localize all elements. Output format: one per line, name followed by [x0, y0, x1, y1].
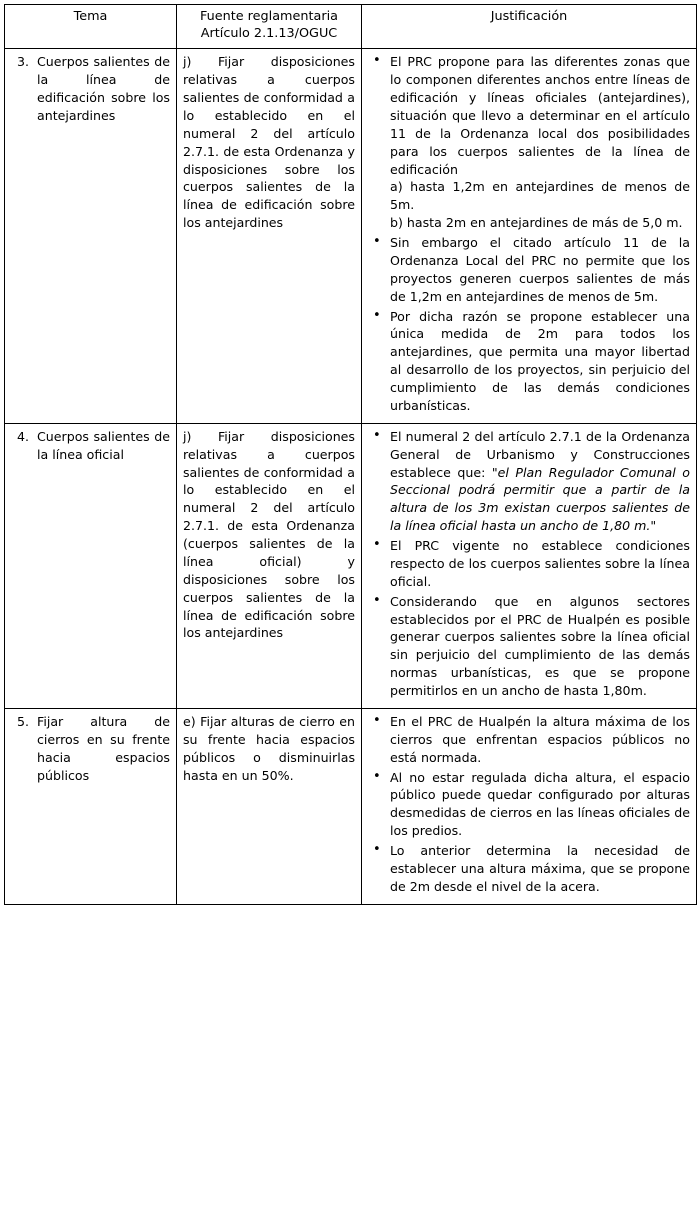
list-item: [368, 713, 690, 767]
cell-justificacion: [362, 49, 697, 424]
list-item-text: • Sin embargo el citado artículo 11 de la Ordenanza Local del PRC no permite que los proyectos generen cuerpos salientes de más de 1,2m en antejardines de menos de 5m.: [390, 235, 690, 304]
regulation-table: [4, 4, 697, 905]
list-item-text-plain: El numeral 2 del artículo 2.7.1 de la Ordenanza General de Urbanismo y Construcciones establece que:: [390, 428, 690, 480]
fuente-text: j) Fijar disposiciones relativas a cuerpos salientes de conformidad a lo establecido en el numeral 2 del artículo 2.7.1. de esta Ordenanza (cuerpos salientes de la línea oficial) y disposiciones sobre los cuerpos salientes de la línea de edificación sobre los antejardines: [183, 428, 355, 641]
cell-fuente: [177, 49, 362, 424]
list-item-text: • Lo anterior determina la necesidad de establecer una altura máxima, que se propone de 2m desde el nivel de la acera.: [390, 843, 690, 894]
item-label: Cuerpos salientes de la línea de edificación sobre los antejardines: [37, 54, 170, 123]
list-item: [368, 308, 690, 415]
column-header-fuente: [177, 5, 362, 49]
list-item-text: [390, 428, 690, 535]
item-label: Cuerpos salientes de la línea oficial: [37, 428, 170, 462]
list-item: [368, 234, 690, 306]
list-item: [368, 428, 690, 535]
list-item-text: • Considerando que en algunos sectores establecidos por el PRC de Hualpén es posible generar cuerpos salientes sobre la línea oficial sin perjuicio del cumplimiento de las demás normas urbanísticas, es que se propone permitirlos en un ancho de hasta 1,80m.: [390, 593, 690, 698]
column-header-fuente-line1: Fuente reglamentaria: [199, 9, 339, 24]
cell-fuente: [177, 423, 362, 708]
column-header-tema: Tema: [5, 5, 177, 49]
item-label: Fijar altura de cierros en su frente hacia espacios públicos: [37, 713, 170, 783]
table-row: [5, 423, 697, 708]
list-item: [368, 537, 690, 591]
list-item-quote: "el Plan Regulador Comunal o Seccional podrá permitir que a partir de la altura de los 3m existan cuerpos salientes de la línea oficial hasta un ancho de 1,80 m.": [390, 464, 690, 534]
cell-tema: [5, 49, 177, 424]
cell-tema: [5, 423, 177, 708]
column-header-fuente-line2: Artículo 2.1.13/OGUC: [200, 25, 338, 41]
justification-list: [368, 713, 690, 896]
item-number: 5.: [16, 713, 29, 729]
list-item-text: • El PRC vigente no establece condiciones respecto de los cuerpos salientes sobre la línea oficial.: [390, 538, 690, 589]
justification-list: [368, 53, 690, 415]
table-row: [5, 49, 697, 424]
list-item: [368, 53, 690, 232]
list-item-subline: a) hasta 1,2m en antejardines de menos de 5m.: [390, 179, 690, 213]
list-item: [368, 593, 690, 700]
cell-fuente: [177, 708, 362, 904]
list-item-text: • Al no estar regulada dicha altura, el espacio público puede quedar configurado por alturas desmedidas de cierros en las líneas oficiales de los predios.: [390, 769, 690, 839]
table-row: [5, 708, 697, 904]
list-item: [368, 769, 690, 841]
justification-list: [368, 428, 690, 700]
list-item-text: • Por dicha razón se propone establecer una única medida de 2m para todos los antejardines, que permita una mayor libertad al desarrollo de los proyectos, sin perjuicio del cumplimiento de las demás condiciones urbanísticas.: [390, 308, 690, 413]
list-item-text: • En el PRC de Hualpén la altura máxima de los cierros que enfrentan espacios públicos no está normada.: [390, 713, 690, 765]
table-body: [5, 49, 697, 904]
cell-tema: [5, 708, 177, 904]
list-item: [368, 842, 690, 896]
item-number: 4.: [16, 428, 29, 444]
table-header: [5, 5, 697, 49]
list-item-subline: b) hasta 2m en antejardines de más de 5,0 m.: [390, 215, 683, 231]
column-header-justificacion: Justificación: [362, 5, 697, 49]
fuente-text: e) Fijar alturas de cierro en su frente hacia espacios públicos o disminuirlas hasta en un 50%.: [183, 713, 355, 783]
cell-justificacion: [362, 708, 697, 904]
item-number: 3.: [16, 54, 29, 70]
cell-justificacion: [362, 423, 697, 708]
fuente-text: j) Fijar disposiciones relativas a cuerpos salientes de conformidad a lo establecido en el numeral 2 del artículo 2.7.1. de esta Ordenanza y disposiciones sobre los cuerpos salientes de la línea de edificación sobre los antejardines: [183, 54, 355, 231]
table-header-row: [5, 5, 697, 49]
list-item-text: • El PRC propone para las diferentes zonas que lo componen diferentes anchos entre líneas de edificación y líneas oficiales (antejardines), situación que llevo a determinar en el artículo 11 de la Ordenanza local dos posibilidades para los cuerpos salientes de la línea de edificación: [390, 54, 690, 177]
